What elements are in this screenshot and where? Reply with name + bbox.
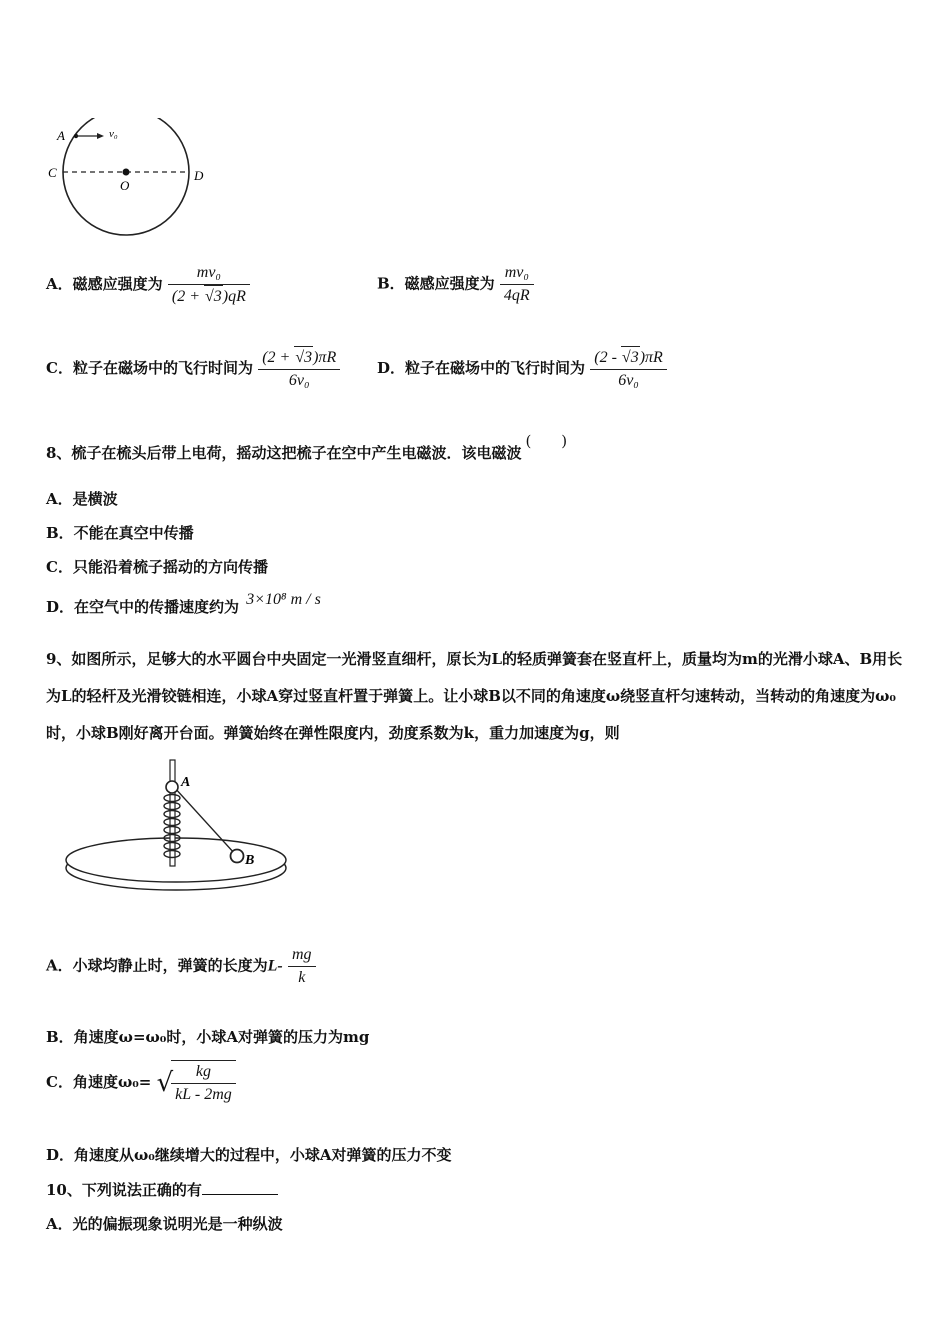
answer-parens: ( ) [525, 432, 568, 450]
sqrt-symbol: √3 [621, 346, 640, 369]
q9-stem: 9、如图所示，足够大的水平圆台中央固定一光滑竖直细杆，原长为L的轻质弹簧套在竖直杆上，质量均为m的光滑小球A、B用长为L的轻杆及光滑铰链相连，小球A穿过竖直杆置于弹簧上。让小球B以不同的角速度ω绕竖直杆匀速转动，当转动的角速度为ω₀时，小球B刚好离开台面。弹簧始终在弹性限度内，劲度系数为k，重力加速度为g，则 [46, 650, 903, 742]
q9-option-c: C．角速度ω₀= √ $\frac{kg}{kL - 2mg}$ [46, 1060, 236, 1106]
label-c: C [48, 165, 57, 180]
label-o: O [120, 178, 130, 193]
label-a: A [57, 128, 65, 143]
q9-option-d: D．角速度从ω₀继续增大的过程中，小球A对弹簧的压力不变 [46, 1146, 452, 1164]
q7-a-fraction: $\frac{\text{mv₀}}{(2 + √3)qR}$ [168, 262, 250, 308]
center-point-o [123, 169, 130, 176]
q7-option-a: A．磁感应强度为 $\frac{\text{mv₀}}{(2 + √3)qR}$ [46, 262, 250, 308]
q9-a-fraction: $\frac{mg}{k}$ [288, 944, 316, 989]
q7-c-fraction: $\frac{(2 + √3)\pi R}{\text{6v₀}}$ [258, 346, 340, 392]
spring-length-l: L- [267, 957, 283, 975]
label-v0: v₀ [109, 128, 118, 140]
q7-option-b: B．磁感应强度为 $\frac{\text{mv₀}}{4qR}$ [377, 262, 534, 307]
answer-blank[interactable] [202, 1180, 278, 1195]
sqrt-symbol: √ [156, 1068, 174, 1098]
q8-stem: 8、梳子在梳头后带上电荷，摇动这把梳子在空中产生电磁波．该电磁波( ) [46, 432, 568, 462]
q7-b-fraction: $\frac{\text{mv₀}}{4qR}$ [500, 262, 534, 307]
figure-label-a: A [181, 775, 191, 790]
label-d: D [194, 168, 204, 183]
sqrt-symbol: √3 [294, 346, 313, 369]
ball-b [231, 850, 244, 863]
q9-option-b: B．角速度ω=ω₀时，小球A对弹簧的压力为mg [46, 1028, 370, 1046]
q8-option-a: A．是横波 [46, 490, 118, 508]
velocity-arrowhead [97, 133, 104, 139]
figure-label-b: B [245, 853, 255, 868]
speed-value: 3×10⁸ m / s [246, 591, 321, 608]
q7-d-fraction: $\frac{(2 - √3)\pi R}{\text{6v₀}}$ [590, 346, 667, 392]
q10-stem: 10、下列说法正确的有 [46, 1179, 278, 1200]
q8-option-c: C．只能沿着梳子摇动的方向传播 [46, 558, 268, 576]
sqrt-symbol: √3 [204, 285, 223, 308]
q9-c-fraction: $\frac{kg}{kL - 2mg}$ [171, 1060, 236, 1106]
q10-option-a: A．光的偏振现象说明光是一种纵波 [46, 1215, 283, 1233]
rotating-table-figure [62, 756, 294, 902]
q7-option-c: C．粒子在磁场中的飞行时间为 $\frac{(2 + √3)\pi R}{\text{6v₀}}$ [46, 346, 340, 392]
q9-option-a: A．小球均静止时，弹簧的长度为L- $\frac{mg}{k}$ [46, 944, 316, 989]
ball-a [166, 781, 178, 793]
q8-option-b: B．不能在真空中传播 [46, 524, 194, 542]
circle-field-figure [40, 118, 220, 248]
q7-option-d: D．粒子在磁场中的飞行时间为 $\frac{(2 - √3)\pi R}{\text{6v₀}}$ [377, 346, 667, 392]
q8-option-d: D．在空气中的传播速度约为 3×10⁸ m / s [46, 591, 321, 616]
